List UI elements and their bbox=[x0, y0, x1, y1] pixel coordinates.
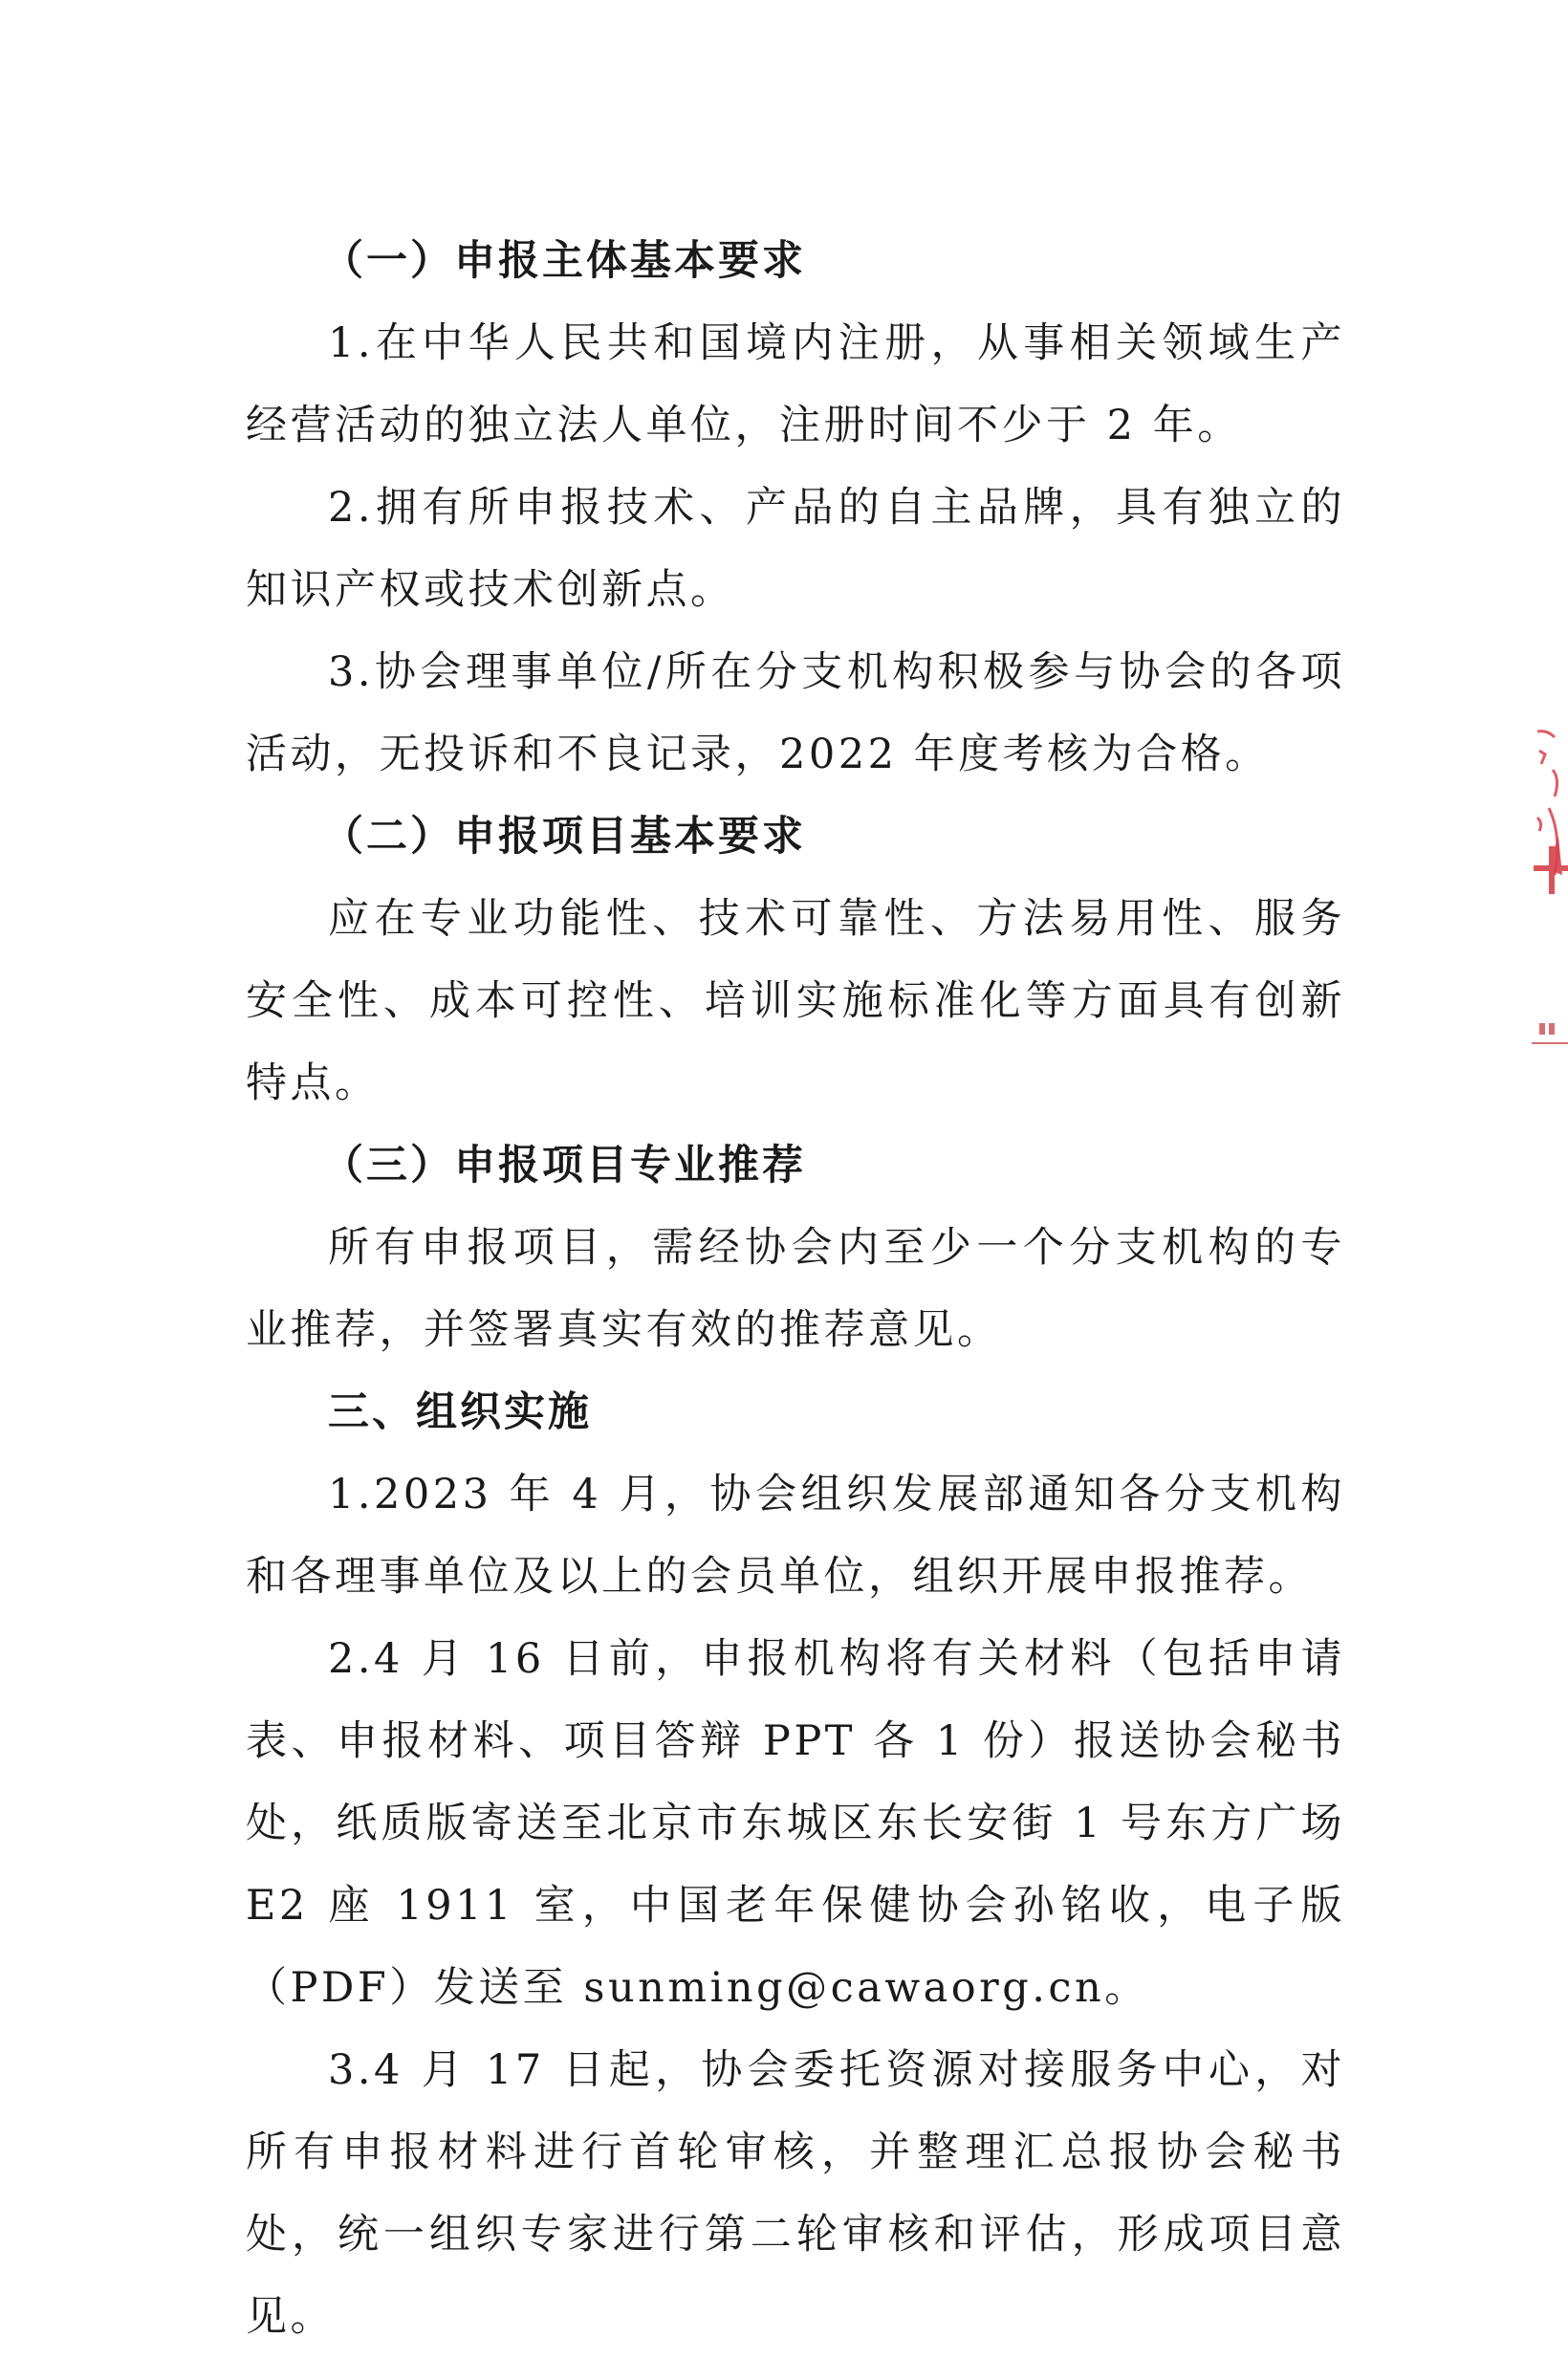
paragraph-requirement-2: 2.拥有所申报技术、产品的自主品牌，具有独立的知识产权或技术创新点。 bbox=[246, 484, 1345, 614]
section-heading-recommendation: （三）申报项目专业推荐 bbox=[322, 1142, 806, 1190]
paragraph-project-requirements: 应在专业功能性、技术可靠性、方法易用性、服务安全性、成本可控性、培训实施标准化等方面具有创新特点。 bbox=[246, 895, 1345, 1107]
seal-stamp-fragment bbox=[1511, 712, 1568, 1114]
paragraph-recommendation: 所有申报项目，需经协会内至少一个分支机构的专业推荐，并签署真实有效的推荐意见。 bbox=[246, 1224, 1345, 1354]
paragraph-implementation-2: 2.4 月 16 日前，申报机构将有关材料（包括申请表、申报材料、项目答辩 PPT 各 1 份）报送协会秘书处，纸质版寄送至北京市东城区东长安街 1 号东方广场 E2 座 1911 室，中国老年保健协会孙铭收，电子版（PDF）发送至 sunming@cawaorg.cn。 bbox=[246, 1635, 1345, 2012]
document-body bbox=[246, 220, 1345, 2358]
paragraph-requirement-1: 1.在中华人民共和国境内注册，从事相关领域生产经营活动的独立法人单位，注册时间不少于 2 年。 bbox=[246, 319, 1345, 449]
section-heading-implementation: 三、组织实施 bbox=[328, 1388, 592, 1436]
paragraph-implementation-1: 1.2023 年 4 月，协会组织发展部通知各分支机构和各理事单位及以上的会员单位，组织开展申报推荐。 bbox=[246, 1471, 1345, 1601]
section-heading-project-requirements: （二）申报项目基本要求 bbox=[322, 813, 806, 861]
paragraph-implementation-3: 3.4 月 17 日起，协会委托资源对接服务中心，对所有申报材料进行首轮审核，并整理汇总报协会秘书处，统一组织专家进行第二轮审核和评估，形成项目意见。 bbox=[246, 2046, 1345, 2341]
paragraph-requirement-3: 3.协会理事单位/所在分支机构积极参与协会的各项活动，无投诉和不良记录，2022 年度考核为合格。 bbox=[246, 648, 1345, 778]
section-heading-subject-requirements: （一）申报主体基本要求 bbox=[322, 237, 806, 285]
